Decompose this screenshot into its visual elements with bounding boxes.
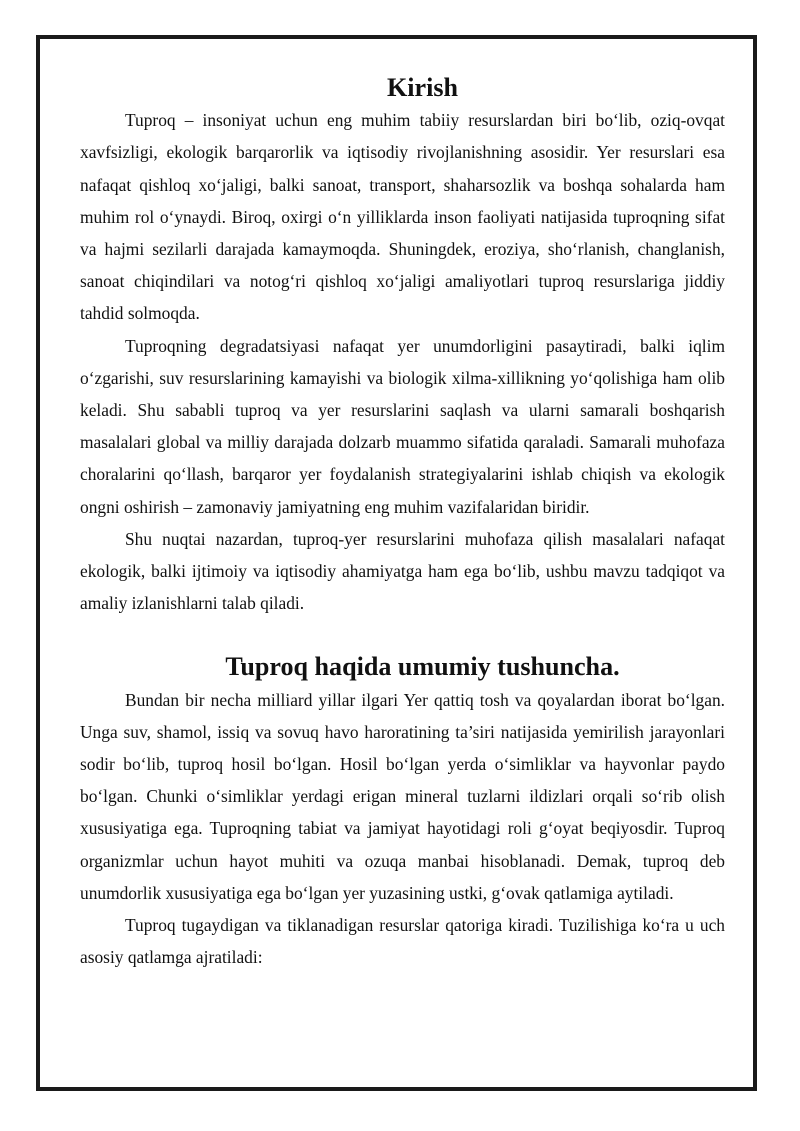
section-title-kirish: Kirish xyxy=(386,73,458,102)
paragraph: Bundan bir necha milliard yillar ilgari Yer qattiq tosh va qoyalardan iborat bo‘lgan. Unga suv, shamol, issiq va sovuq havo haroratining ta’siri natijasida yemirilish jarayonlari sodir bo‘lib, tuproq hosil bo‘lgan. Hosil bo‘lgan yerda o‘simliklar va hayvonlar paydo bo‘lgan. Chunki o‘simliklar yerdagi erigan mineral tuzlarni ildizlari orqali so‘rib olish xususiyatiga ega. Tuproqning tabiat va jamiyat hayotidagi roli g‘oyat beqiyosdir. Tuproq organizmlar uchun hayot muhiti va ozuqa manbai hisoblanadi. Demak, tuproq deb unumdorlik xususiyatiga ega bo‘lgan yer yuzasining ustki, g‘ovak qatlamiga aytiladi. xyxy=(80,689,725,903)
section-title-tuproq: Tuproq haqida umumiy tushuncha. xyxy=(225,652,620,682)
document-body xyxy=(80,72,725,973)
paragraph: Tuproq – insoniyat uchun eng muhim tabiiy resurslardan biri bo‘lib, oziq-ovqat xavfsizligi, ekologik barqarorlik va iqtisodiy rivojlanishning asosidir. Yer resurslari esa nafaqat qishloq xo‘jaligi, balki sanoat, transport, shaharsozlik va boshqa sohalarda ham muhim rol o‘ynaydi. Biroq, oxirgi o‘n yilliklarda inson faoliyati natijasida tuproqning sifat va hajmi sezilarli darajada kamaymoqda. Shuningdek, eroziya, sho‘rlanish, changlanish, sanoat chiqindilari va notog‘ri qishloq xo‘jaligi amaliyotlari tuproq resurslariga jiddiy tahdid solmoqda. xyxy=(80,110,725,324)
paragraph: Tuproq tugaydigan va tiklanadigan resurslar qatoriga kiradi. Tuzilishiga ko‘ra u uch asosiy qatlamga ajratiladi: xyxy=(80,915,725,968)
paragraph: Shu nuqtai nazardan, tuproq-yer resurslarini muhofaza qilish masalalari nafaqat ekologik, balki ijtimoiy va iqtisodiy ahamiyatga ham ega bo‘lib, ushbu mavzu tadqiqot va amaliy izlanishlarni talab qiladi. xyxy=(80,528,725,614)
paragraph: Tuproqning degradatsiyasi nafaqat yer unumdorligini pasaytiradi, balki iqlim o‘zgarishi, suv resurslarining kamayishi va biologik xilma-xillikning yo‘qolishiga ham olib keladi. Shu sababli tuproq va yer resurslarini saqlash va ularni samarali boshqarish masalalari global va milliy darajada dolzarb muammo sifatida qaraladi. Samarali muhofaza choralarini qo‘llash, barqaror yer foydalanish strategiyalarini ishlab chiqish va ekologik ongni oshirish – zamonaviy jamiyatning eng muhim vazifalaridan biridir. xyxy=(80,335,725,517)
